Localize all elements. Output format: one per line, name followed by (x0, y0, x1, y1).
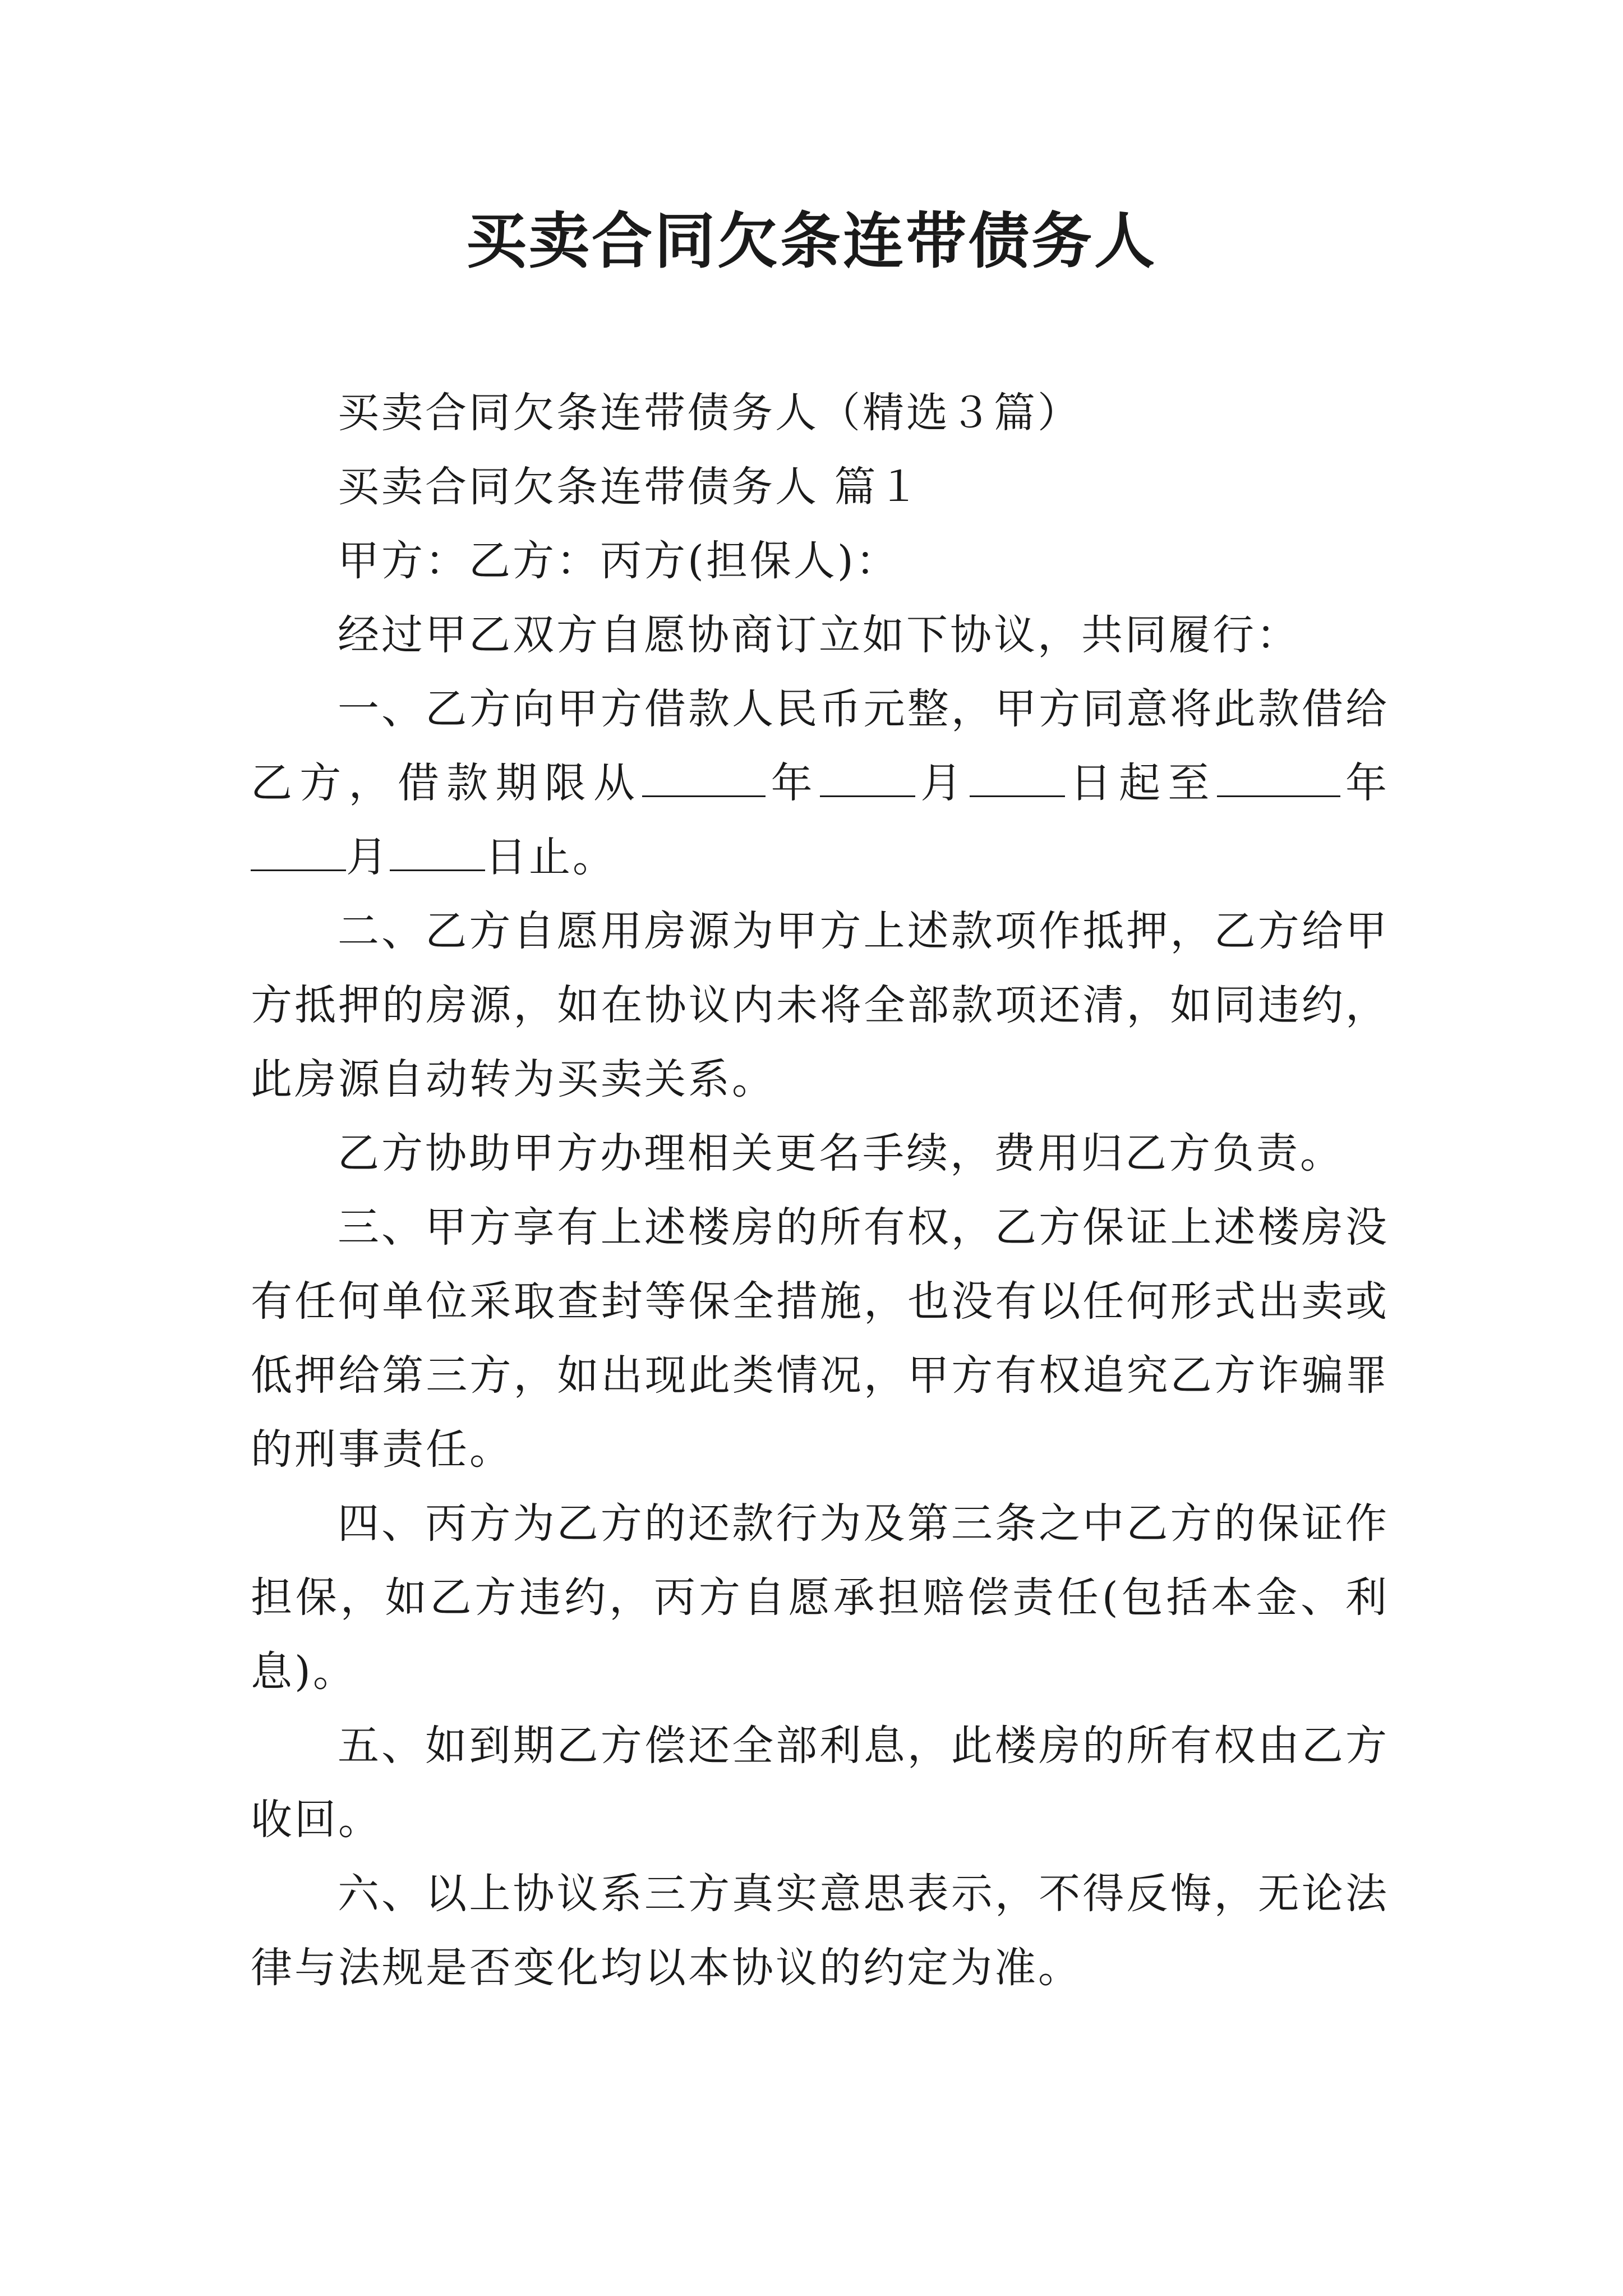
label-year-1: 年 (766, 759, 820, 807)
blank-end-year (1217, 762, 1340, 797)
document-body (251, 376, 1389, 2005)
label-month-2: 月 (346, 833, 390, 881)
label-year-2: 年 (1340, 759, 1390, 807)
clause-1 (251, 672, 1389, 894)
blank-end-month (251, 836, 346, 871)
clause-4: 四、丙方为乙方的还款行为及第三条之中乙方的保证作担保，如乙方违约，丙方自愿承担赔偿责任(包括本金、利息)。 (251, 1499, 1389, 1696)
clause-6: 六、以上协议系三方真实意思表示，不得反悔，无论法律与法规是否变化均以本协议的约定为准。 (251, 1870, 1389, 1992)
label-month-1: 月 (915, 759, 970, 807)
blank-start-year (642, 762, 766, 797)
clause-1-text: 一、乙方向甲方借款人民币元整，甲方同意将此款借给乙方，借款期限从 (251, 685, 1389, 807)
document-title: 买卖合同欠条连带债务人 (465, 206, 1157, 277)
parties-line: 甲方：乙方：丙方(担保人)： (338, 537, 900, 585)
blank-end-day (390, 836, 485, 871)
label-day-2: 日止。 (485, 833, 616, 881)
label-day-1: 日起至 (1064, 759, 1217, 807)
clause-5: 五、如到期乙方偿还全部利息，此楼房的所有权由乙方收回。 (251, 1722, 1389, 1844)
intro-paragraph: 经过甲乙双方自愿协商订立如下协议，共同履行： (338, 611, 1300, 659)
document-subtitle: 买卖合同欠条连带债务人（精选３篇） (338, 389, 1081, 437)
blank-start-day (970, 762, 1065, 797)
blank-start-month (820, 762, 915, 797)
clause-2-note: 乙方协助甲方办理相关更名手续，费用归乙方负责。 (338, 1129, 1344, 1177)
clause-2: 二、乙方自愿用房源为甲方上述款项作抵押，乙方给甲方抵押的房源，如在协议内未将全部款项还清，如同违约，此房源自动转为买卖关系。 (251, 907, 1389, 1103)
clause-3: 三、甲方享有上述楼房的所有权，乙方保证上述楼房没有任何单位采取查封等保全措施，也没有以任何形式出卖或低押给第三方，如出现此类情况，甲方有权追究乙方诈骗罪的刑事责任。 (251, 1203, 1389, 1474)
section-heading: 买卖合同欠条连带债务人 篇１ (338, 463, 922, 511)
